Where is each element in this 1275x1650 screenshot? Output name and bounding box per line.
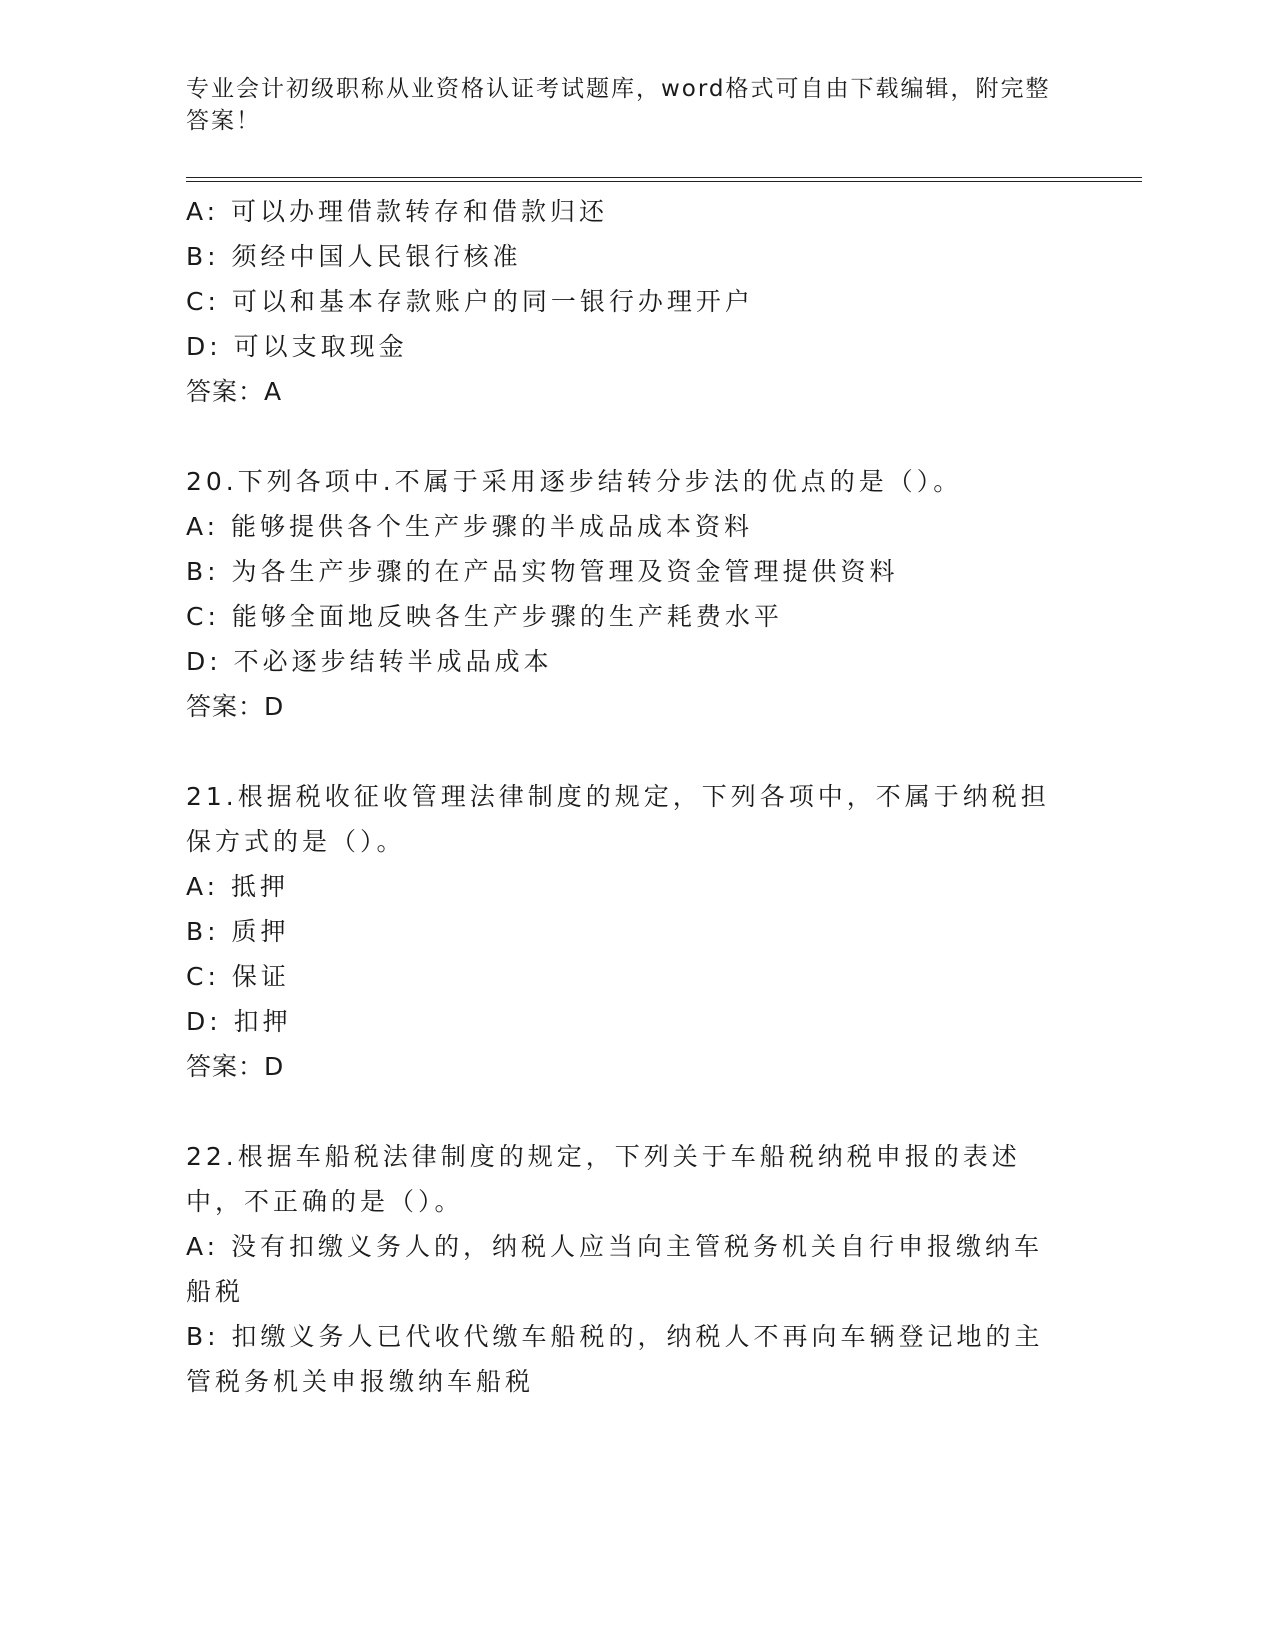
spacer: [186, 1089, 1066, 1134]
option-d: D: 不必逐步结转半成品成本: [186, 647, 553, 676]
spacer: [186, 414, 1066, 459]
document-header: 专业会计初级职称从业资格认证考试题库，word格式可自由下载编辑，附完整答案！: [186, 76, 1051, 134]
answer-line: 答案：D: [186, 692, 285, 721]
option-c: C: 能够全面地反映各生产步骤的生产耗费水平: [186, 602, 783, 631]
option-a: A: 能够提供各个生产步骤的半成品成本资料: [186, 512, 754, 541]
spacer: [186, 729, 1066, 774]
option-d: D: 扣押: [186, 1007, 292, 1036]
option-a: A: 没有扣缴义务人的，纳税人应当向主管税务机关自行申报缴纳车船税: [186, 1232, 1044, 1306]
option-a: A: 可以办理借款转存和借款归还: [186, 197, 609, 226]
answer-line: 答案：D: [186, 1052, 285, 1081]
answer-line: 答案：A: [186, 377, 283, 406]
question-20: [186, 459, 1066, 729]
header-double-rule: [186, 177, 1142, 182]
option-a: A: 抵押: [186, 872, 290, 901]
option-b: B: 为各生产步骤的在产品实物管理及资金管理提供资料: [186, 557, 899, 586]
option-c: C: 可以和基本存款账户的同一银行办理开户: [186, 287, 754, 316]
question-stem: 21.根据税收征收管理法律制度的规定，下列各项中，不属于纳税担保方式的是（）。: [186, 782, 1050, 856]
option-b: B: 扣缴义务人已代收代缴车船税的，纳税人不再向车辆登记地的主管税务机关申报缴纳车船税: [186, 1322, 1044, 1396]
question-21: [186, 774, 1066, 1089]
option-d: D: 可以支取现金: [186, 332, 408, 361]
question-19-continued: [186, 189, 1066, 414]
question-stem: 22.根据车船税法律制度的规定，下列关于车船税纳税申报的表述中，不正确的是（）。: [186, 1142, 1021, 1216]
option-c: C: 保证: [186, 962, 290, 991]
question-list: [186, 189, 1066, 1404]
question-stem: 20.下列各项中.不属于采用逐步结转分步法的优点的是（）。: [186, 467, 963, 496]
option-b: B: 质押: [186, 917, 290, 946]
option-b: B: 须经中国人民银行核准: [186, 242, 522, 271]
question-22: [186, 1134, 1066, 1404]
